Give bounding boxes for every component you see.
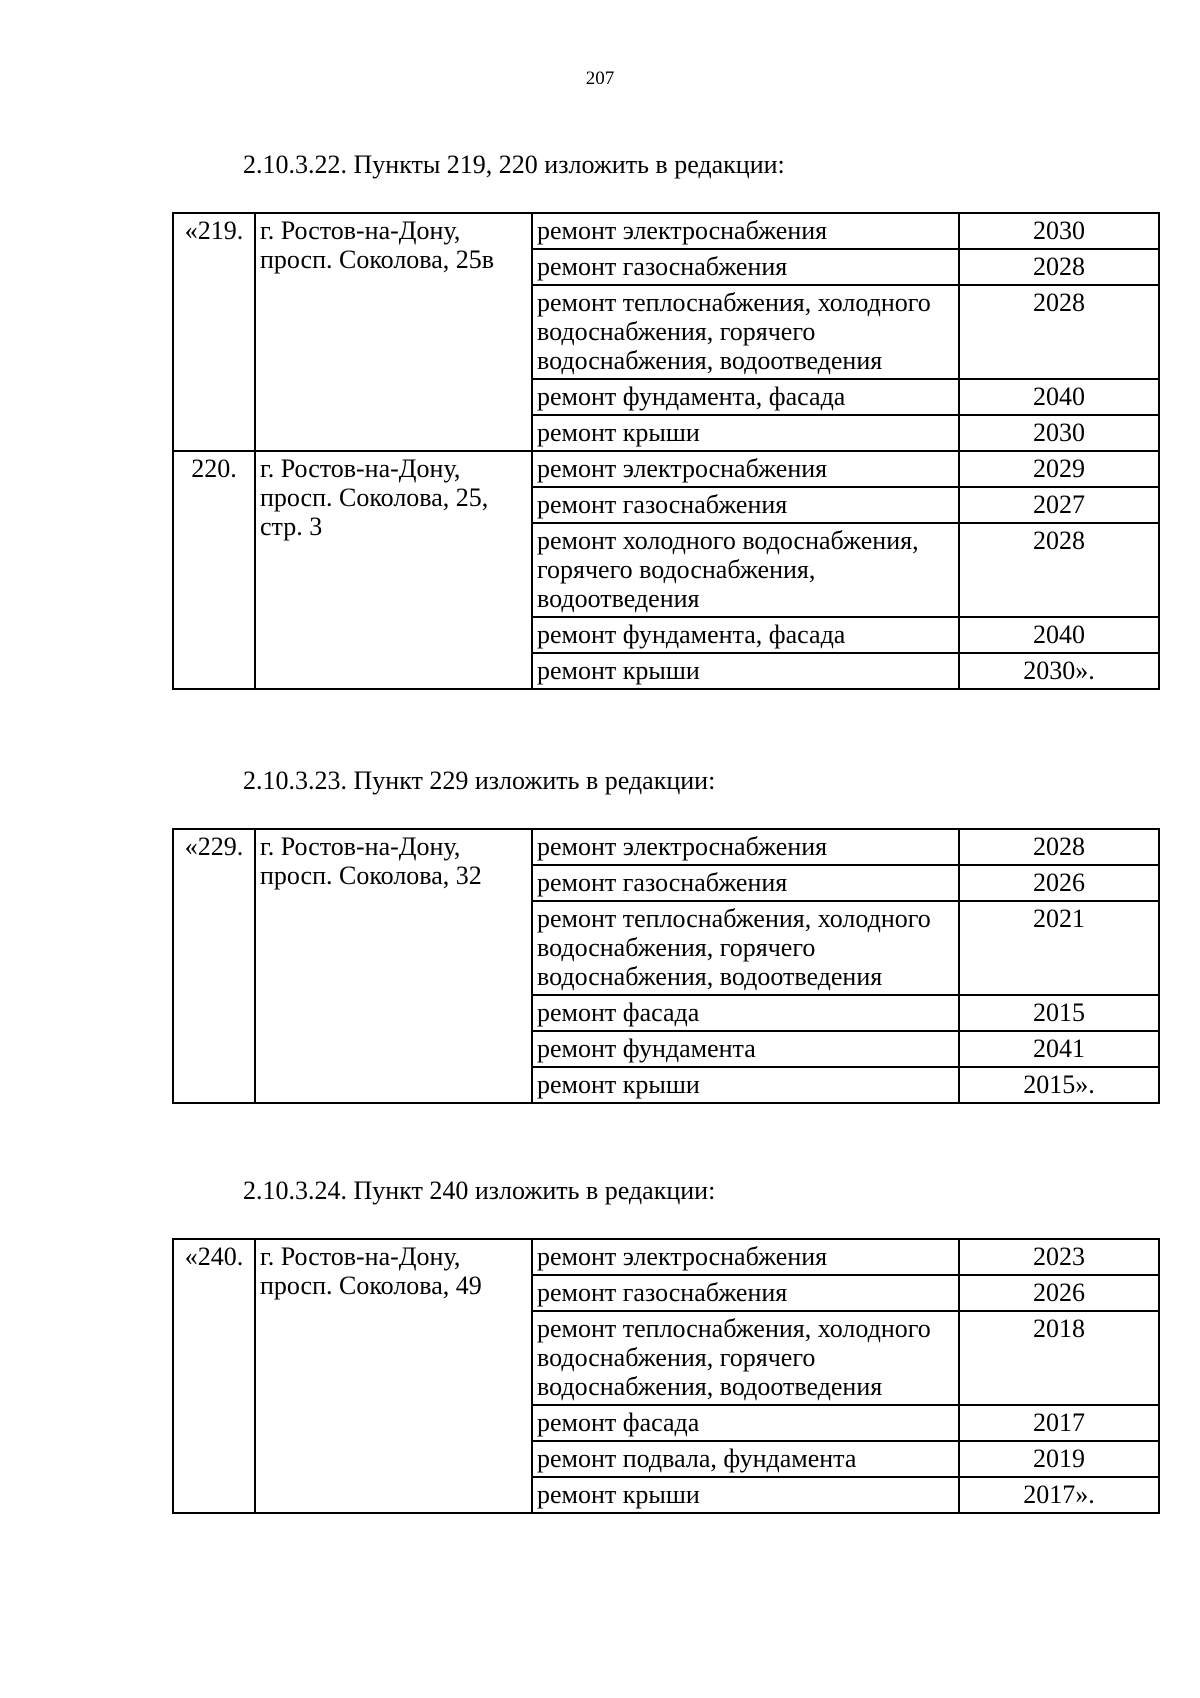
table-row xyxy=(173,1239,1159,1275)
table-row xyxy=(173,829,1159,865)
work-year: 2028 xyxy=(959,285,1159,379)
work-type: ремонт газоснабжения xyxy=(532,865,959,901)
item-address: г. Ростов-на-Дону, просп. Соколова, 25в xyxy=(255,213,532,451)
work-year: 2030». xyxy=(959,653,1159,689)
work-year: 2015 xyxy=(959,995,1159,1031)
work-year: 2026 xyxy=(959,1275,1159,1311)
work-type: ремонт подвала, фундамента xyxy=(532,1441,959,1477)
work-type: ремонт газоснабжения xyxy=(532,249,959,285)
item-address: г. Ростов-на-Дону, просп. Соколова, 49 xyxy=(255,1239,532,1513)
work-type: ремонт крыши xyxy=(532,653,959,689)
work-year: 2015». xyxy=(959,1067,1159,1103)
item-number: «240. xyxy=(173,1239,255,1513)
work-year: 2041 xyxy=(959,1031,1159,1067)
work-year: 2029 xyxy=(959,451,1159,487)
work-year: 2023 xyxy=(959,1239,1159,1275)
work-year: 2019 xyxy=(959,1441,1159,1477)
work-year: 2030 xyxy=(959,213,1159,249)
work-type: ремонт электроснабжения xyxy=(532,1239,959,1275)
work-type: ремонт электроснабжения xyxy=(532,451,959,487)
work-type: ремонт электроснабжения xyxy=(532,213,959,249)
item-address: г. Ростов-на-Дону, просп. Соколова, 25, стр. 3 xyxy=(255,451,532,689)
work-type: ремонт теплоснабжения, холодного водоснабжения, горячего водоснабжения, водоотведения xyxy=(532,901,959,995)
work-year: 2017». xyxy=(959,1477,1159,1513)
work-year: 2040 xyxy=(959,379,1159,415)
work-year: 2027 xyxy=(959,487,1159,523)
work-type: ремонт холодного водоснабжения, горячего водоснабжения, водоотведения xyxy=(532,523,959,617)
work-type: ремонт крыши xyxy=(532,1477,959,1513)
section-instruction: 2.10.3.23. Пункт 229 изложить в редакции: xyxy=(243,766,716,795)
work-type: ремонт электроснабжения xyxy=(532,829,959,865)
work-type: ремонт фундамента xyxy=(532,1031,959,1067)
work-type: ремонт фасада xyxy=(532,1405,959,1441)
work-type: ремонт фундамента, фасада xyxy=(532,379,959,415)
work-year: 2018 xyxy=(959,1311,1159,1405)
table-row xyxy=(173,213,1159,249)
work-type: ремонт фасада xyxy=(532,995,959,1031)
section-instruction: 2.10.3.22. Пункты 219, 220 изложить в редакции: xyxy=(243,150,785,179)
work-year: 2028 xyxy=(959,523,1159,617)
work-year: 2028 xyxy=(959,249,1159,285)
amendment-table xyxy=(172,828,1160,1104)
work-year: 2040 xyxy=(959,617,1159,653)
item-address: г. Ростов-на-Дону, просп. Соколова, 32 xyxy=(255,829,532,1103)
work-type: ремонт теплоснабжения, холодного водоснабжения, горячего водоснабжения, водоотведения xyxy=(532,285,959,379)
work-year: 2028 xyxy=(959,829,1159,865)
work-type: ремонт газоснабжения xyxy=(532,487,959,523)
amendment-table xyxy=(172,212,1160,690)
work-type: ремонт газоснабжения xyxy=(532,1275,959,1311)
table-row xyxy=(173,451,1159,487)
amendment-table xyxy=(172,1238,1160,1514)
section-instruction: 2.10.3.24. Пункт 240 изложить в редакции: xyxy=(243,1176,716,1205)
work-type: ремонт крыши xyxy=(532,415,959,451)
item-number: «219. xyxy=(173,213,255,451)
item-number: «229. xyxy=(173,829,255,1103)
work-type: ремонт крыши xyxy=(532,1067,959,1103)
work-year: 2017 xyxy=(959,1405,1159,1441)
item-number: 220. xyxy=(173,451,255,689)
work-type: ремонт фундамента, фасада xyxy=(532,617,959,653)
page-number: 207 xyxy=(585,68,615,89)
work-year: 2021 xyxy=(959,901,1159,995)
work-type: ремонт теплоснабжения, холодного водоснабжения, горячего водоснабжения, водоотведения xyxy=(532,1311,959,1405)
work-year: 2026 xyxy=(959,865,1159,901)
work-year: 2030 xyxy=(959,415,1159,451)
